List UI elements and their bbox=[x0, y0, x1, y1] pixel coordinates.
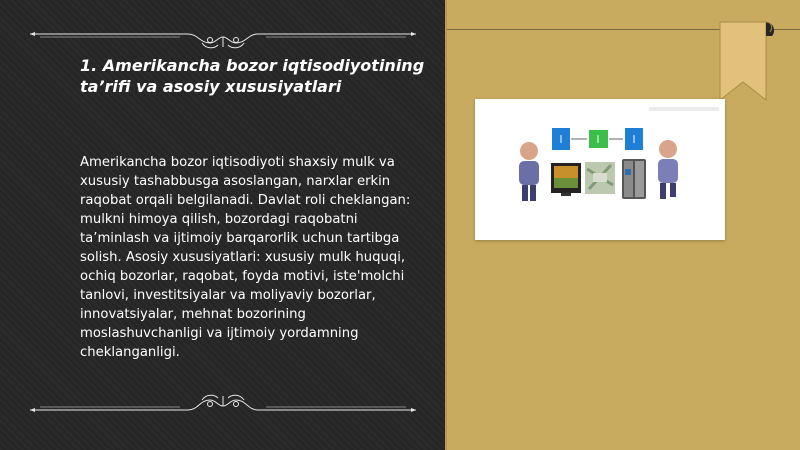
slide-body-text: Amerikancha bozor iqtisodiyoti shaxsiy mulk va xususiy tashabbusga asoslangan, narxlar erkin raqobat orqali belgilanadi. Davlat roli cheklangan: mulkni himoya qilish, bozordagi raqobatni ta’minlash va ijtimoiy barqarorlik uchun tartibga solish. Asosiy xususiyatlari: xususiy mulk huquqi, ochiq bozorlar, raqobat, foyda motivi, iste'molchi tanlovi, investitsiyalar va moliyaviy bozorlar, innovatsiyalar, mehnat bozorining moslashuvchanligi va ijtimoiy yordamning cheklanganligi. bbox=[80, 155, 411, 360]
person-left-icon bbox=[519, 142, 539, 201]
flourish-divider-icon bbox=[30, 29, 416, 53]
tv-icon bbox=[551, 163, 581, 196]
slide-title: 1. Amerikancha bozor iqtisodiyotining ta’rifi va asosiy xususiyatlari bbox=[80, 56, 425, 96]
person-right-icon bbox=[658, 140, 678, 199]
money-icon bbox=[585, 162, 615, 194]
fridge-icon bbox=[622, 159, 646, 199]
panel-divider bbox=[445, 0, 447, 450]
barter-exchange-icon bbox=[475, 99, 725, 240]
bookmark-ribbon-icon bbox=[716, 18, 776, 104]
illustration-card bbox=[475, 99, 725, 240]
flourish-divider-icon bbox=[30, 390, 416, 414]
